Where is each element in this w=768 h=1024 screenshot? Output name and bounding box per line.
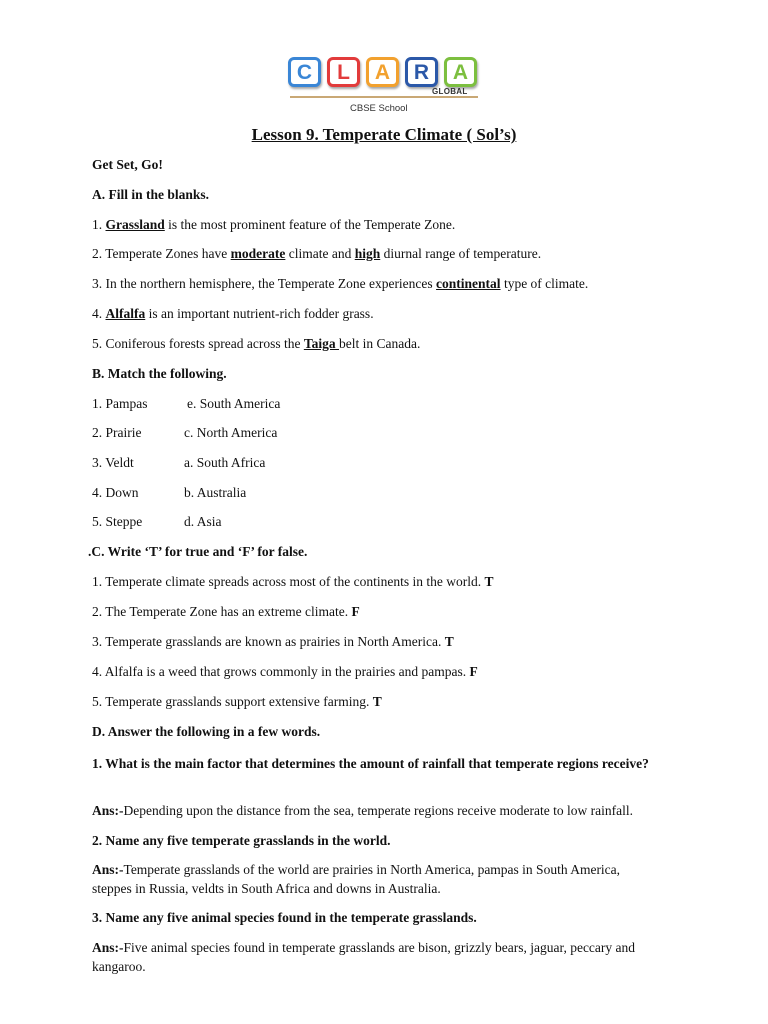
logo-divider <box>290 96 478 98</box>
question-3: 3. Name any five animal species found in the temperate grasslands. <box>92 910 477 925</box>
match-row: 4. Down b. Australia <box>92 485 247 500</box>
true-false-item: 4. Alfalfa is a weed that grows commonly in the prairies and pampas. F <box>92 664 478 679</box>
question-1: 1. What is the main factor that determines the amount of rainfall that temperate regions receive? <box>92 756 649 771</box>
match-row: 2. Prairie c. North America <box>92 425 278 440</box>
tf-answer: T <box>484 574 494 589</box>
tf-answer: T <box>372 694 382 709</box>
answer-3: Ans:-Five animal species found in temperate grasslands are bison, grizzly bears, jaguar, peccary and kangaroo. <box>92 940 636 974</box>
answer-1: Ans:-Depending upon the distance from the sea, temperate regions receive moderate to low rainfall. <box>92 803 633 818</box>
tf-answer: T <box>444 634 454 649</box>
fill-item-2: 2. Temperate Zones have moderate climate and high diurnal range of temperature. <box>92 246 542 261</box>
logo-letter-a2: A <box>444 57 477 87</box>
match-row: 3. Veldt a. South Africa <box>92 455 266 470</box>
true-false-item: 3. Temperate grasslands are known as prairies in North America. T <box>92 634 454 649</box>
match-row: 1. Pampas e. South America <box>92 396 281 411</box>
section-b-heading: B. Match the following. <box>92 366 227 381</box>
logo-letter-l: L <box>327 57 360 87</box>
answer-2: Ans:-Temperate grasslands of the world are prairies in North America, pampas in South America, steppes in Russia, veldts in South Africa and downs in Australia. <box>92 862 621 896</box>
logo-letter-r: R <box>405 57 438 87</box>
intro-text: Get Set, Go! <box>92 157 163 172</box>
logo-letter-c: C <box>288 57 321 87</box>
fill-item-3: 3. In the northern hemisphere, the Temperate Zone experiences continental type of climate. <box>92 276 589 291</box>
true-false-item: 5. Temperate grasslands support extensive farming. T <box>92 694 382 709</box>
section-a-heading: A. Fill in the blanks. <box>92 187 210 202</box>
tf-answer: F <box>469 664 478 679</box>
section-d-heading: D. Answer the following in a few words. <box>92 724 321 739</box>
fill-item-5: 5. Coniferous forests spread across the Taiga belt in Canada. <box>92 336 421 351</box>
logo-letter-a: A <box>366 57 399 87</box>
tf-answer: F <box>351 604 360 619</box>
question-2: 2. Name any five temperate grasslands in the world. <box>92 833 391 848</box>
match-row: 5. Steppe d. Asia <box>92 514 222 529</box>
section-c-heading: .C. Write ‘T’ for true and ‘F’ for false. <box>88 544 308 559</box>
true-false-item: 1. Temperate climate spreads across most of the continents in the world. T <box>92 574 494 589</box>
logo-global-text: GLOBAL <box>432 87 468 96</box>
fill-item-1: 1. Grassland is the most prominent feature of the Temperate Zone. <box>92 217 456 232</box>
school-logo <box>286 55 482 127</box>
logo-subtitle: CBSE School <box>350 103 408 114</box>
fill-item-4: 4. Alfalfa is an important nutrient-rich fodder grass. <box>92 306 374 321</box>
lesson-title: Lesson 9. Temperate Climate ( Sol’s) <box>251 125 517 144</box>
true-false-item: 2. The Temperate Zone has an extreme climate. F <box>92 604 360 619</box>
